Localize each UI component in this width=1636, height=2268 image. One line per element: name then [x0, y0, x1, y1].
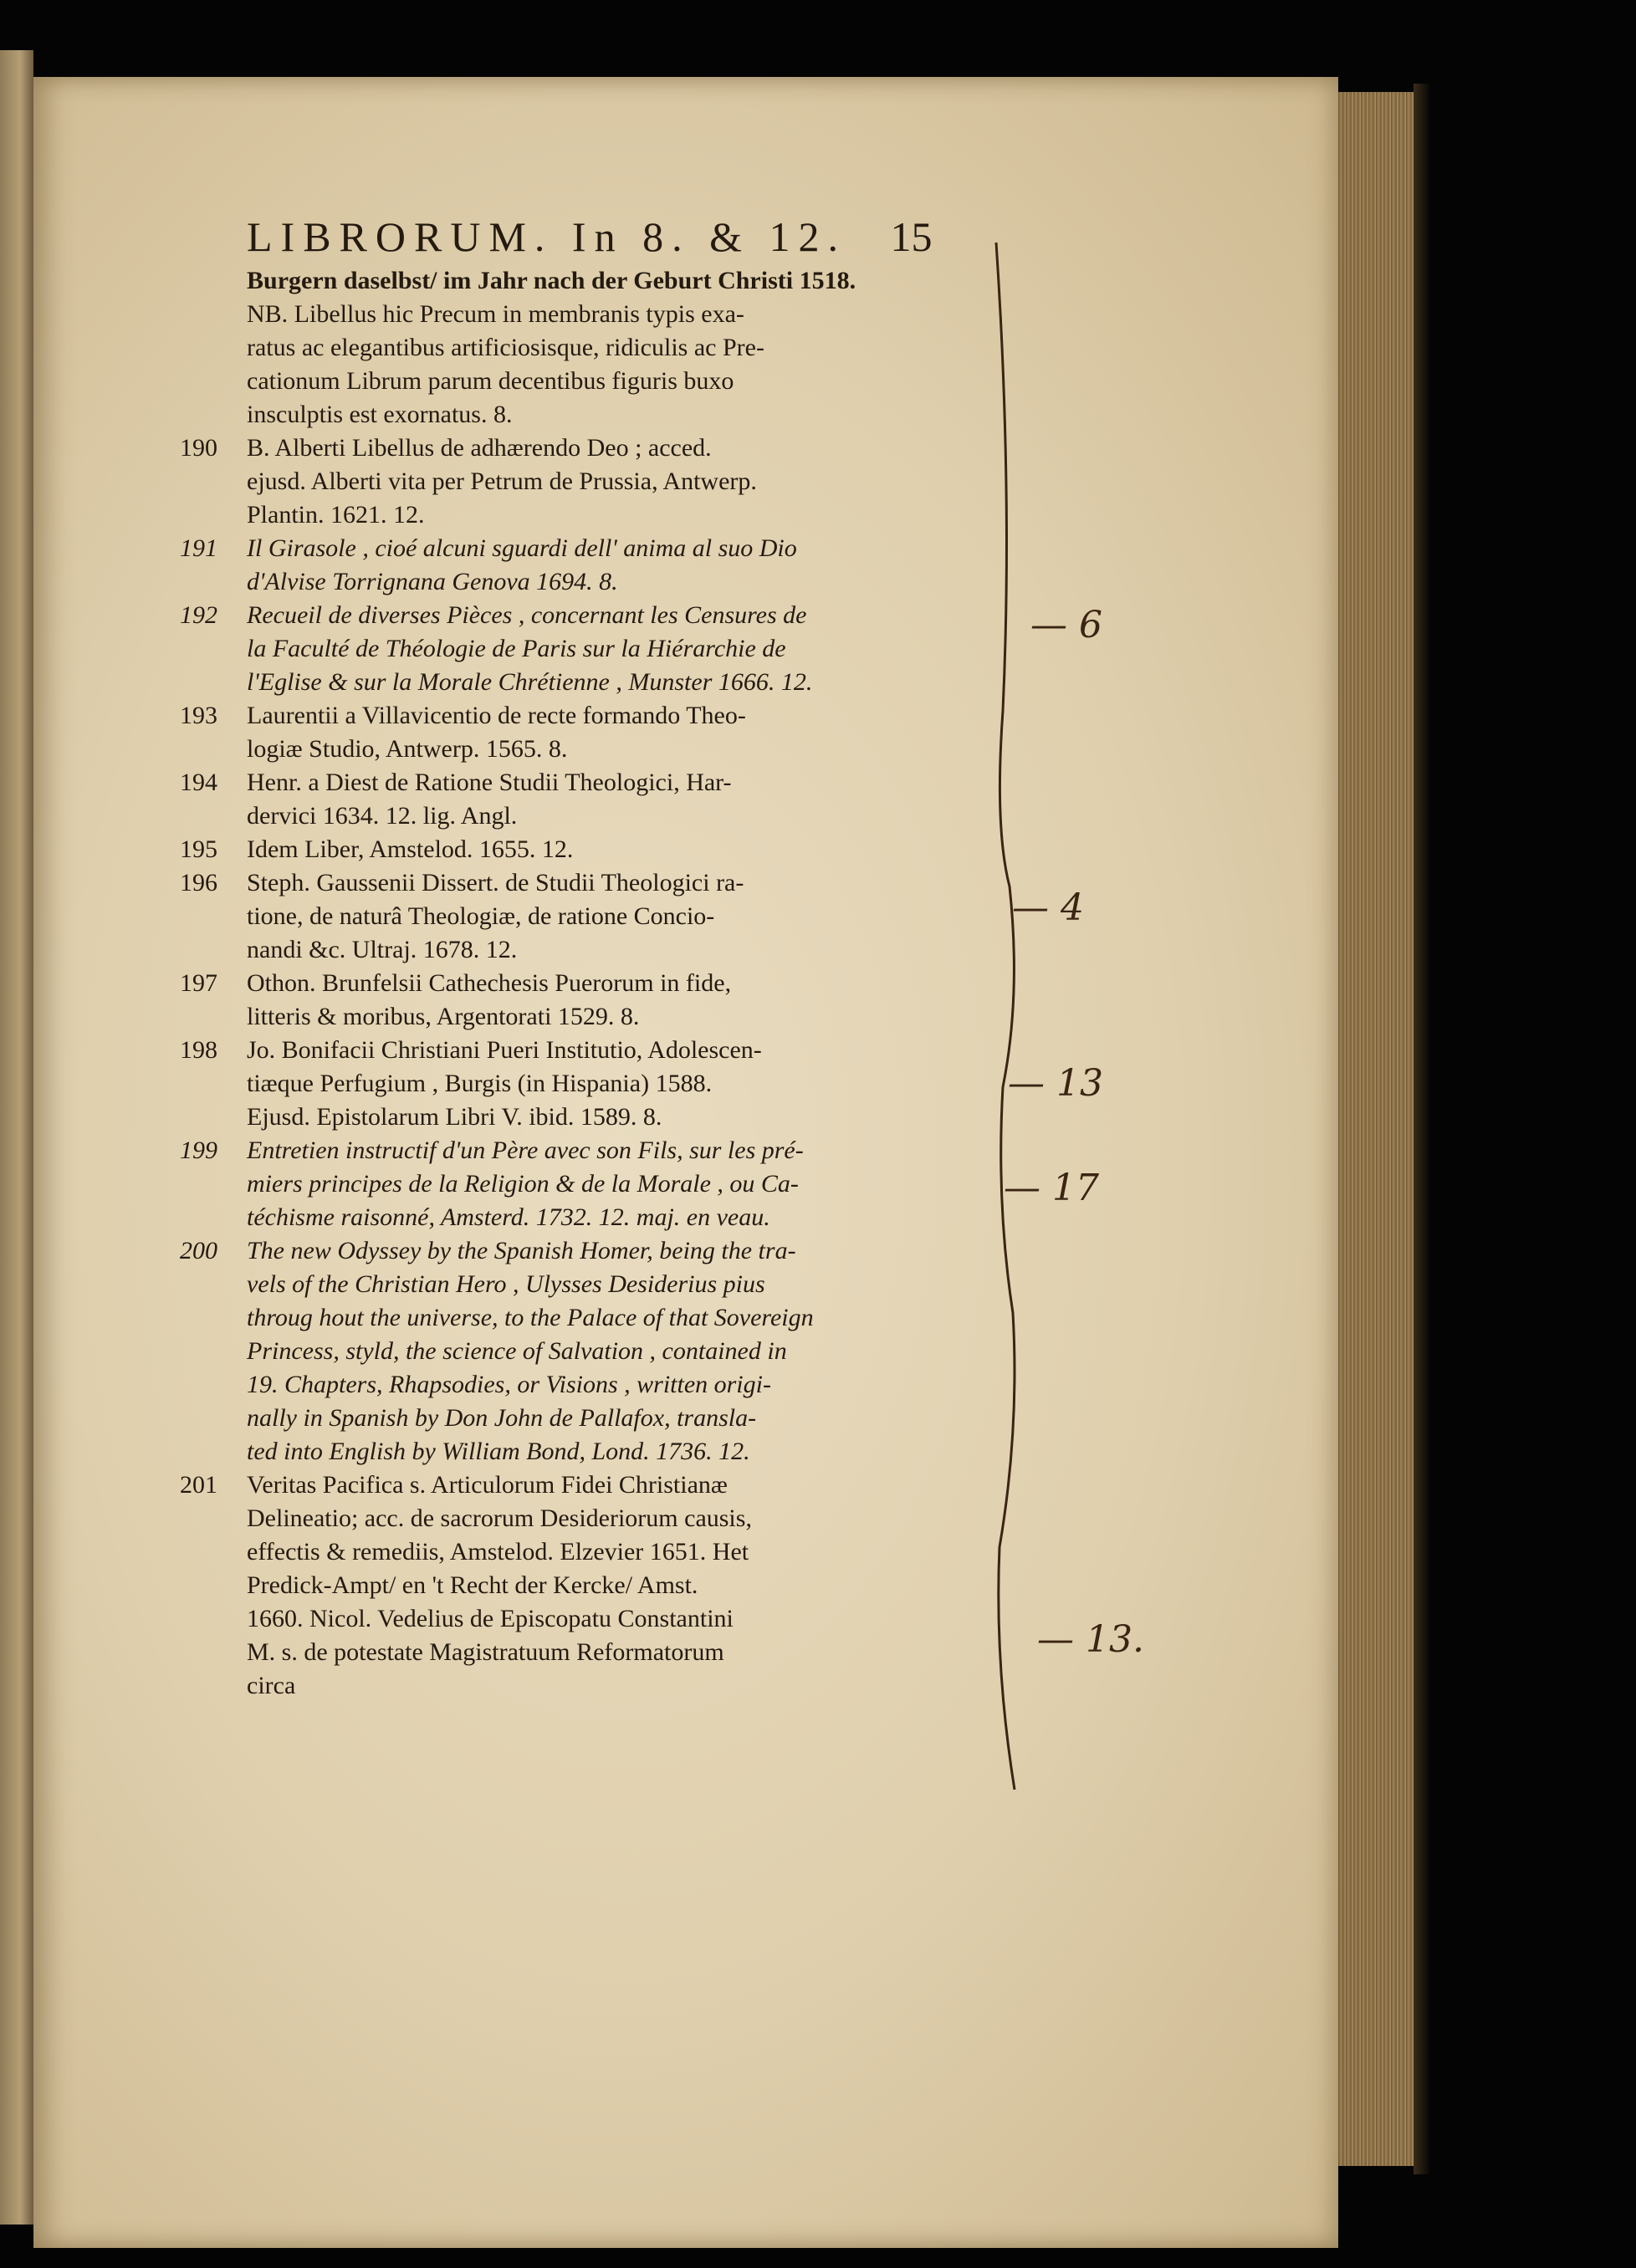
catalogue-line — [180, 1134, 1100, 1167]
catalogue-line — [180, 900, 1100, 933]
entry-text: insculptis est exornatus. 8. — [247, 401, 513, 428]
catalogue-line — [180, 1502, 1100, 1535]
catalogue-line — [180, 532, 1100, 565]
page-stack-edges — [1338, 92, 1414, 2166]
entry-text: téchisme raisonné, Amsterd. 1732. 12. maj. en veau. — [247, 1203, 770, 1231]
entry-text: Veritas Pacifica s. Articulorum Fidei Christianæ — [247, 1471, 728, 1499]
entry-text: The new Odyssey by the Spanish Homer, being the tra- — [247, 1237, 796, 1264]
entry-text: Princess, styld, the science of Salvation , contained in — [247, 1337, 787, 1365]
margin-note: — 13 — [1008, 1062, 1103, 1105]
catalogue-line — [180, 365, 1100, 398]
catalogue-line — [180, 733, 1100, 766]
catalogue-line — [180, 1201, 1100, 1234]
catalogue-line — [180, 1335, 1100, 1368]
entry-text: vels of the Christian Hero , Ulysses Desiderius pius — [247, 1270, 765, 1298]
entry-number: 195 — [180, 835, 217, 863]
entry-text: Entretien instructif d'un Père avec son Fils, sur les pré- — [247, 1137, 804, 1164]
catalogue-line — [180, 398, 1100, 432]
catalogue-line — [180, 833, 1100, 866]
entry-text: ted into English by William Bond, Lond. 1736. 12. — [247, 1438, 750, 1465]
catalogue-line — [180, 933, 1100, 967]
entry-text: Delineatio; acc. de sacrorum Desideriorum causis, — [247, 1504, 752, 1532]
catalogue-line — [180, 1234, 1100, 1268]
entry-number: 196 — [180, 869, 217, 896]
catalogue-line — [180, 666, 1100, 699]
entry-text: dervici 1634. 12. lig. Angl. — [247, 802, 518, 830]
entry-text: Burgern daselbst/ im Jahr nach der Geburt Christi 1518. — [247, 267, 856, 294]
entry-text: Idem Liber, Amstelod. 1655. 12. — [247, 835, 574, 863]
catalogue-line — [180, 465, 1100, 498]
catalogue-line — [180, 298, 1100, 331]
entry-text: ratus ac elegantibus artificiosisque, ridiculis ac Pre- — [247, 334, 764, 361]
entry-text: B. Alberti Libellus de adhærendo Deo ; acced. — [247, 434, 712, 462]
handwritten-bracket — [991, 243, 1025, 1790]
catalogue-line — [180, 1636, 1100, 1669]
catalogue-line — [180, 432, 1100, 465]
margin-note: — 17 — [1004, 1167, 1099, 1209]
entry-text: ejusd. Alberti vita per Petrum de Prussia, Antwerp. — [247, 467, 757, 495]
catalogue-line — [180, 498, 1100, 532]
entry-text: Jo. Bonifacii Christiani Pueri Institutio, Adolescen- — [247, 1036, 762, 1064]
catalogue-line — [180, 599, 1100, 632]
page-number: 15 — [890, 213, 933, 260]
entry-number: 192 — [180, 601, 217, 629]
entry-text: miers principes de la Religion & de la Morale , ou Ca- — [247, 1170, 799, 1198]
entry-text: NB. Libellus hic Precum in membranis typis exa- — [247, 300, 744, 328]
catalogue-line — [180, 1067, 1100, 1101]
entry-text: effectis & remediis, Amstelod. Elzevier 1651. Het — [247, 1538, 749, 1566]
binding-shadow — [1414, 84, 1430, 2174]
catalogue-entries — [180, 264, 1100, 1703]
entry-text: nally in Spanish by Don John de Pallafox, transla- — [247, 1404, 757, 1432]
catalogue-line — [180, 1402, 1100, 1435]
catalogue-line — [180, 264, 1100, 298]
catalogue-line — [180, 699, 1100, 733]
catalogue-line — [180, 1101, 1100, 1134]
entry-number: 194 — [180, 769, 217, 796]
entry-text: M. s. de potestate Magistratuum Reformatorum — [247, 1638, 724, 1666]
entry-text: tione, de naturâ Theologiæ, de ratione Concio- — [247, 902, 715, 930]
catalogue-line — [180, 1469, 1100, 1502]
entry-number: 191 — [180, 534, 217, 562]
catalogue-line — [180, 799, 1100, 833]
catalogue-line — [180, 967, 1100, 1000]
entry-text: 19. Chapters, Rhapsodies, or Visions , written origi- — [247, 1371, 771, 1398]
catalogue-line — [180, 632, 1100, 666]
entry-text: Il Girasole , cioé alcuni sguardi dell' anima al suo Dio — [247, 534, 797, 562]
margin-note: — 6 — [1030, 604, 1102, 646]
entry-number: 200 — [180, 1237, 217, 1264]
facing-page-edge — [0, 50, 33, 2225]
entry-number: 199 — [180, 1137, 217, 1164]
entry-text: l'Eglise & sur la Morale Chrétienne , Munster 1666. 12. — [247, 668, 813, 696]
catalogue-line — [180, 1034, 1100, 1067]
entry-text: Steph. Gaussenii Dissert. de Studii Theologici ra- — [247, 869, 744, 896]
entry-text: Henr. a Diest de Ratione Studii Theologici, Har- — [247, 769, 732, 796]
running-head-format: In 8. & 12. — [571, 213, 846, 260]
catalogue-line — [180, 1301, 1100, 1335]
margin-note: — 13. — [1037, 1618, 1144, 1661]
entry-text: Plantin. 1621. 12. — [247, 501, 425, 529]
entry-text: circa — [247, 1672, 296, 1699]
catalogue-line — [180, 1000, 1100, 1034]
entry-number: 198 — [180, 1036, 217, 1064]
entry-text: la Faculté de Théologie de Paris sur la Hiérarchie de — [247, 635, 786, 662]
catalogue-line — [180, 1669, 1100, 1703]
catalogue-line — [180, 1535, 1100, 1569]
catalogue-line — [180, 1435, 1100, 1469]
margin-note: — 4 — [1012, 886, 1084, 929]
entry-text: cationum Librum parum decentibus figuris buxo — [247, 367, 734, 395]
entry-text: Predick-Ampt/ en 't Recht der Kercke/ Amst. — [247, 1571, 698, 1599]
catalogue-line — [180, 766, 1100, 799]
entry-number: 201 — [180, 1471, 217, 1499]
catalogue-line — [180, 1602, 1100, 1636]
entry-text: 1660. Nicol. Vedelius de Episcopatu Constantini — [247, 1605, 734, 1632]
entry-number: 193 — [180, 702, 217, 729]
catalogue-line — [180, 1167, 1100, 1201]
catalogue-line — [180, 1569, 1100, 1602]
catalogue-line — [180, 866, 1100, 900]
entry-text: throug hout the universe, to the Palace of that Sovereign — [247, 1304, 814, 1331]
entry-text: tiæque Perfugium , Burgis (in Hispania) 1588. — [247, 1070, 713, 1097]
catalogue-line — [180, 1368, 1100, 1402]
entry-text: litteris & moribus, Argentorati 1529. 8. — [247, 1003, 640, 1030]
entry-text: nandi &c. Ultraj. 1678. 12. — [247, 936, 518, 963]
running-head-title: LIBRORUM. — [247, 213, 554, 260]
running-head — [247, 209, 1100, 264]
catalogue-line — [180, 1268, 1100, 1301]
entry-text: Ejusd. Epistolarum Libri V. ibid. 1589. 8. — [247, 1103, 662, 1131]
entry-text: Recueil de diverses Pièces , concernant les Censures de — [247, 601, 807, 629]
catalogue-line — [180, 331, 1100, 365]
entry-text: Othon. Brunfelsii Cathechesis Puerorum in fide, — [247, 969, 732, 997]
entry-number: 197 — [180, 969, 217, 997]
entry-number: 190 — [180, 434, 217, 462]
entry-text: logiæ Studio, Antwerp. 1565. 8. — [247, 735, 568, 763]
catalogue-line — [180, 565, 1100, 599]
entry-text: d'Alvise Torrignana Genova 1694. 8. — [247, 568, 618, 595]
entry-text: Laurentii a Villavicentio de recte formando Theo- — [247, 702, 746, 729]
page-text — [180, 209, 1100, 1703]
